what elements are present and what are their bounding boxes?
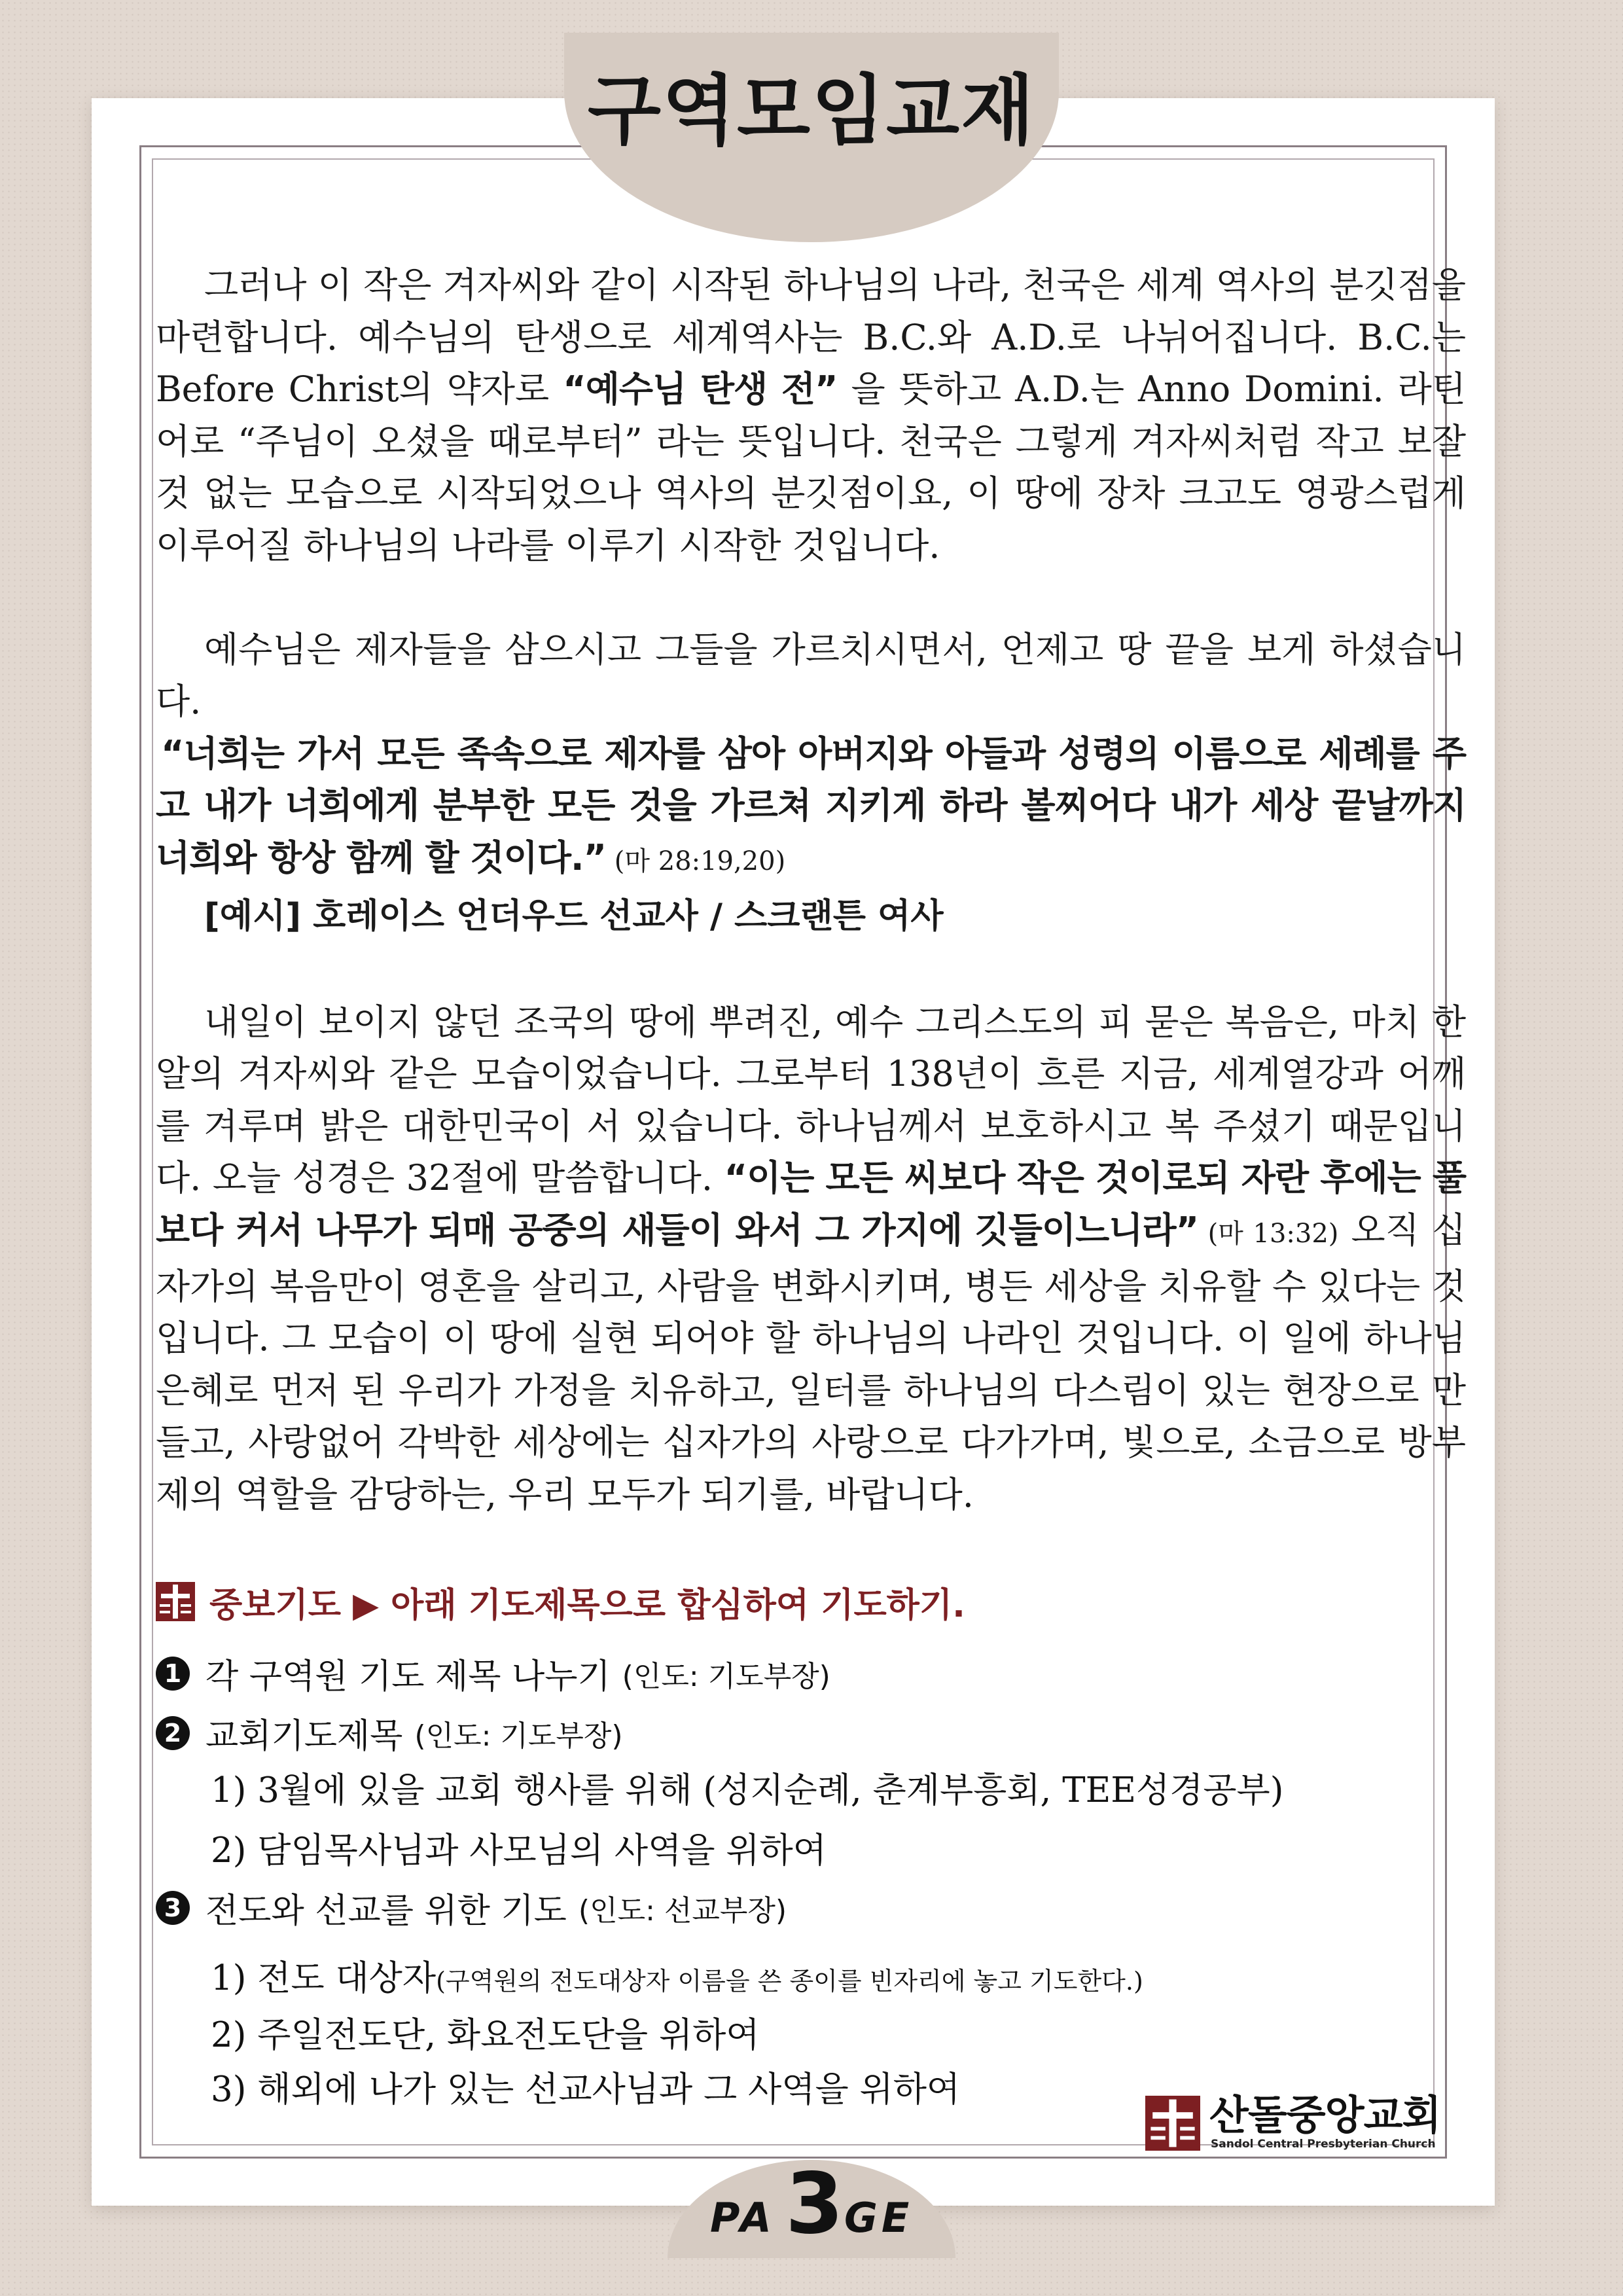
church-item-1: 1) 3월에 있을 교회 행사를 위해 (성지순례, 춘계부흥회, TEE성경공부) — [211, 1770, 1284, 1810]
number-1-icon: 1 — [156, 1657, 190, 1691]
prayer-item-3-label: 전도와 선교를 위한 기도 — [205, 1892, 567, 1931]
number-2-icon: 2 — [156, 1716, 190, 1750]
prayer-item-2-label: 교회기도제목 — [205, 1717, 403, 1756]
mission-item-2: 2) 주일전도단, 화요전도단을 위하여 — [211, 2015, 760, 2055]
prayer-item-2 — [156, 1708, 623, 1757]
paragraph-3-text: 내일이 보이지 않던 조국의 땅에 뿌려진, 예수 그리스도의 피 묻은 복음은, 마치 한 알의 겨자씨와 같은 모습이었습니다. 그로부터 138년이 흐른 지금, 세계열강과 어깨를 겨루며 밝은 대한민국이 서 있습니다. 하나님께서 보호하시고 복 주셨기 때문입니다. 오늘 성경은 32절에 말씀합니다. — [156, 1001, 1466, 1199]
page-title: 구역모임교재 — [587, 67, 1036, 155]
church-logo-icon — [156, 1582, 195, 1621]
main-content — [156, 259, 1466, 1520]
page-label-left: PA — [710, 2194, 776, 2242]
prayer-heading — [156, 1579, 965, 1624]
church-brand — [1145, 2091, 1453, 2153]
paragraph-1-bold: “예수님 탄생 전” — [563, 368, 838, 410]
prayer-item-2-sub: (인도: 기도부장) — [414, 1719, 623, 1753]
prayer-item-1 — [156, 1649, 830, 1698]
prayer-item-1-sub: (인도: 기도부장) — [622, 1659, 830, 1693]
scripture-quote-2: “이는 모든 씨보다 작은 것이로되 자란 후에는 풀보다 커서 나무가 되매 공중의 새들이 와서 그 가지에 깃들이느니라” — [156, 1157, 1466, 1251]
example-line: [예시] 호레이스 언더우드 선교사 / 스크랜튼 여사 — [204, 896, 944, 936]
paragraph-1-end: 을 뜻하고 A.D.는 Anno Domini. 라틴어로 “주님이 오셨을 때로부터” 라는 뜻입니다. 천국은 그렇게 겨자씨처럼 작고 보잘 것 없는 모습으로 시작되었으나 역사의 분깃점이요, 이 땅에 장차 크고도 영광스럽게 이루어질 하나님의 나라를 이루기 시작한 것입니다. — [156, 368, 1466, 566]
mission-item-3: 3) 해외에 나가 있는 선교사님과 그 사역을 위하여 — [211, 2070, 961, 2109]
page-number: 3 — [785, 2155, 844, 2253]
paragraph-3 — [156, 996, 1466, 1521]
church-logo-icon — [1145, 2096, 1200, 2151]
scripture-ref-2: (마 13:32) — [1198, 1218, 1339, 1249]
mission-item-1-note: (구역원의 전도대상자 이름을 쓴 종이를 빈자리에 놓고 기도한다.) — [436, 1967, 1143, 1996]
scripture-ref-1: (마 28:19,20) — [606, 846, 786, 876]
prayer-item-3 — [156, 1883, 787, 1932]
paragraph-1-text: 그러나 이 작은 겨자씨와 같이 시작된 하나님의 나라, 천국은 세계 역사의 분깃점을 마련합니다. 예수님의 탄생으로 세계역사는 B.C.와 A.D.로 나뉘어집니다. B.C.는 Before Christ의 약자로 — [156, 264, 1466, 410]
paragraph-2 — [156, 624, 1466, 728]
paragraph-1 — [156, 259, 1466, 572]
prayer-item-3-sub: (인도: 선교부장) — [578, 1893, 787, 1928]
page-label-right: GE — [844, 2194, 914, 2242]
church-name-english: Sandol Central Presbyterian Church — [1211, 2138, 1436, 2151]
prayer-item-1-label: 각 구역원 기도 제목 나누기 — [205, 1657, 611, 1696]
paragraph-3-end: 오직 십자가의 복음만이 영혼을 살리고, 사람을 변화시키며, 병든 세상을 치유할 수 있다는 것입니다. 그 모습이 이 땅에 실현 되어야 할 하나님의 나라인 것입니다. 이 일에 하나님 은혜로 먼저 된 우리가 가정을 치유하고, 일터를 하나님의 다스림이 있는 현장으로 만들고, 사랑없어 각박한 세상에는 십자가의 사랑으로 다가가며, 빛으로, 소금으로 방부제의 역할을 감당하는, 우리 모두가 되기를, 바랍니다. — [156, 1209, 1466, 1515]
scripture-quote-1 — [156, 728, 1466, 888]
prayer-heading-text: 중보기도 ▶ 아래 기도제목으로 합심하여 기도하기. — [209, 1585, 965, 1625]
number-3-icon: 3 — [156, 1891, 190, 1925]
church-name: 산돌중앙교회 — [1209, 2091, 1441, 2139]
paragraph-2-text: 예수님은 제자들을 삼으시고 그들을 가르치시면서, 언제고 땅 끝을 보게 하셨습니다. — [156, 628, 1466, 723]
mission-item-1 — [211, 1950, 1143, 2000]
church-item-2: 2) 담임목사님과 사모님의 사역을 위하여 — [211, 1831, 827, 1871]
scripture-quote-1-text: “너희는 가서 모든 족속으로 제자를 삼아 아버지와 아들과 성령의 이름으로 세례를 주고 내가 너희에게 분부한 모든 것을 가르쳐 지키게 하라 볼찌어다 내가 세상 끝날까지 너희와 항상 함께 할 것이다.” — [156, 732, 1466, 878]
mission-item-1-main: 1) 전도 대상자 — [211, 1958, 437, 1998]
